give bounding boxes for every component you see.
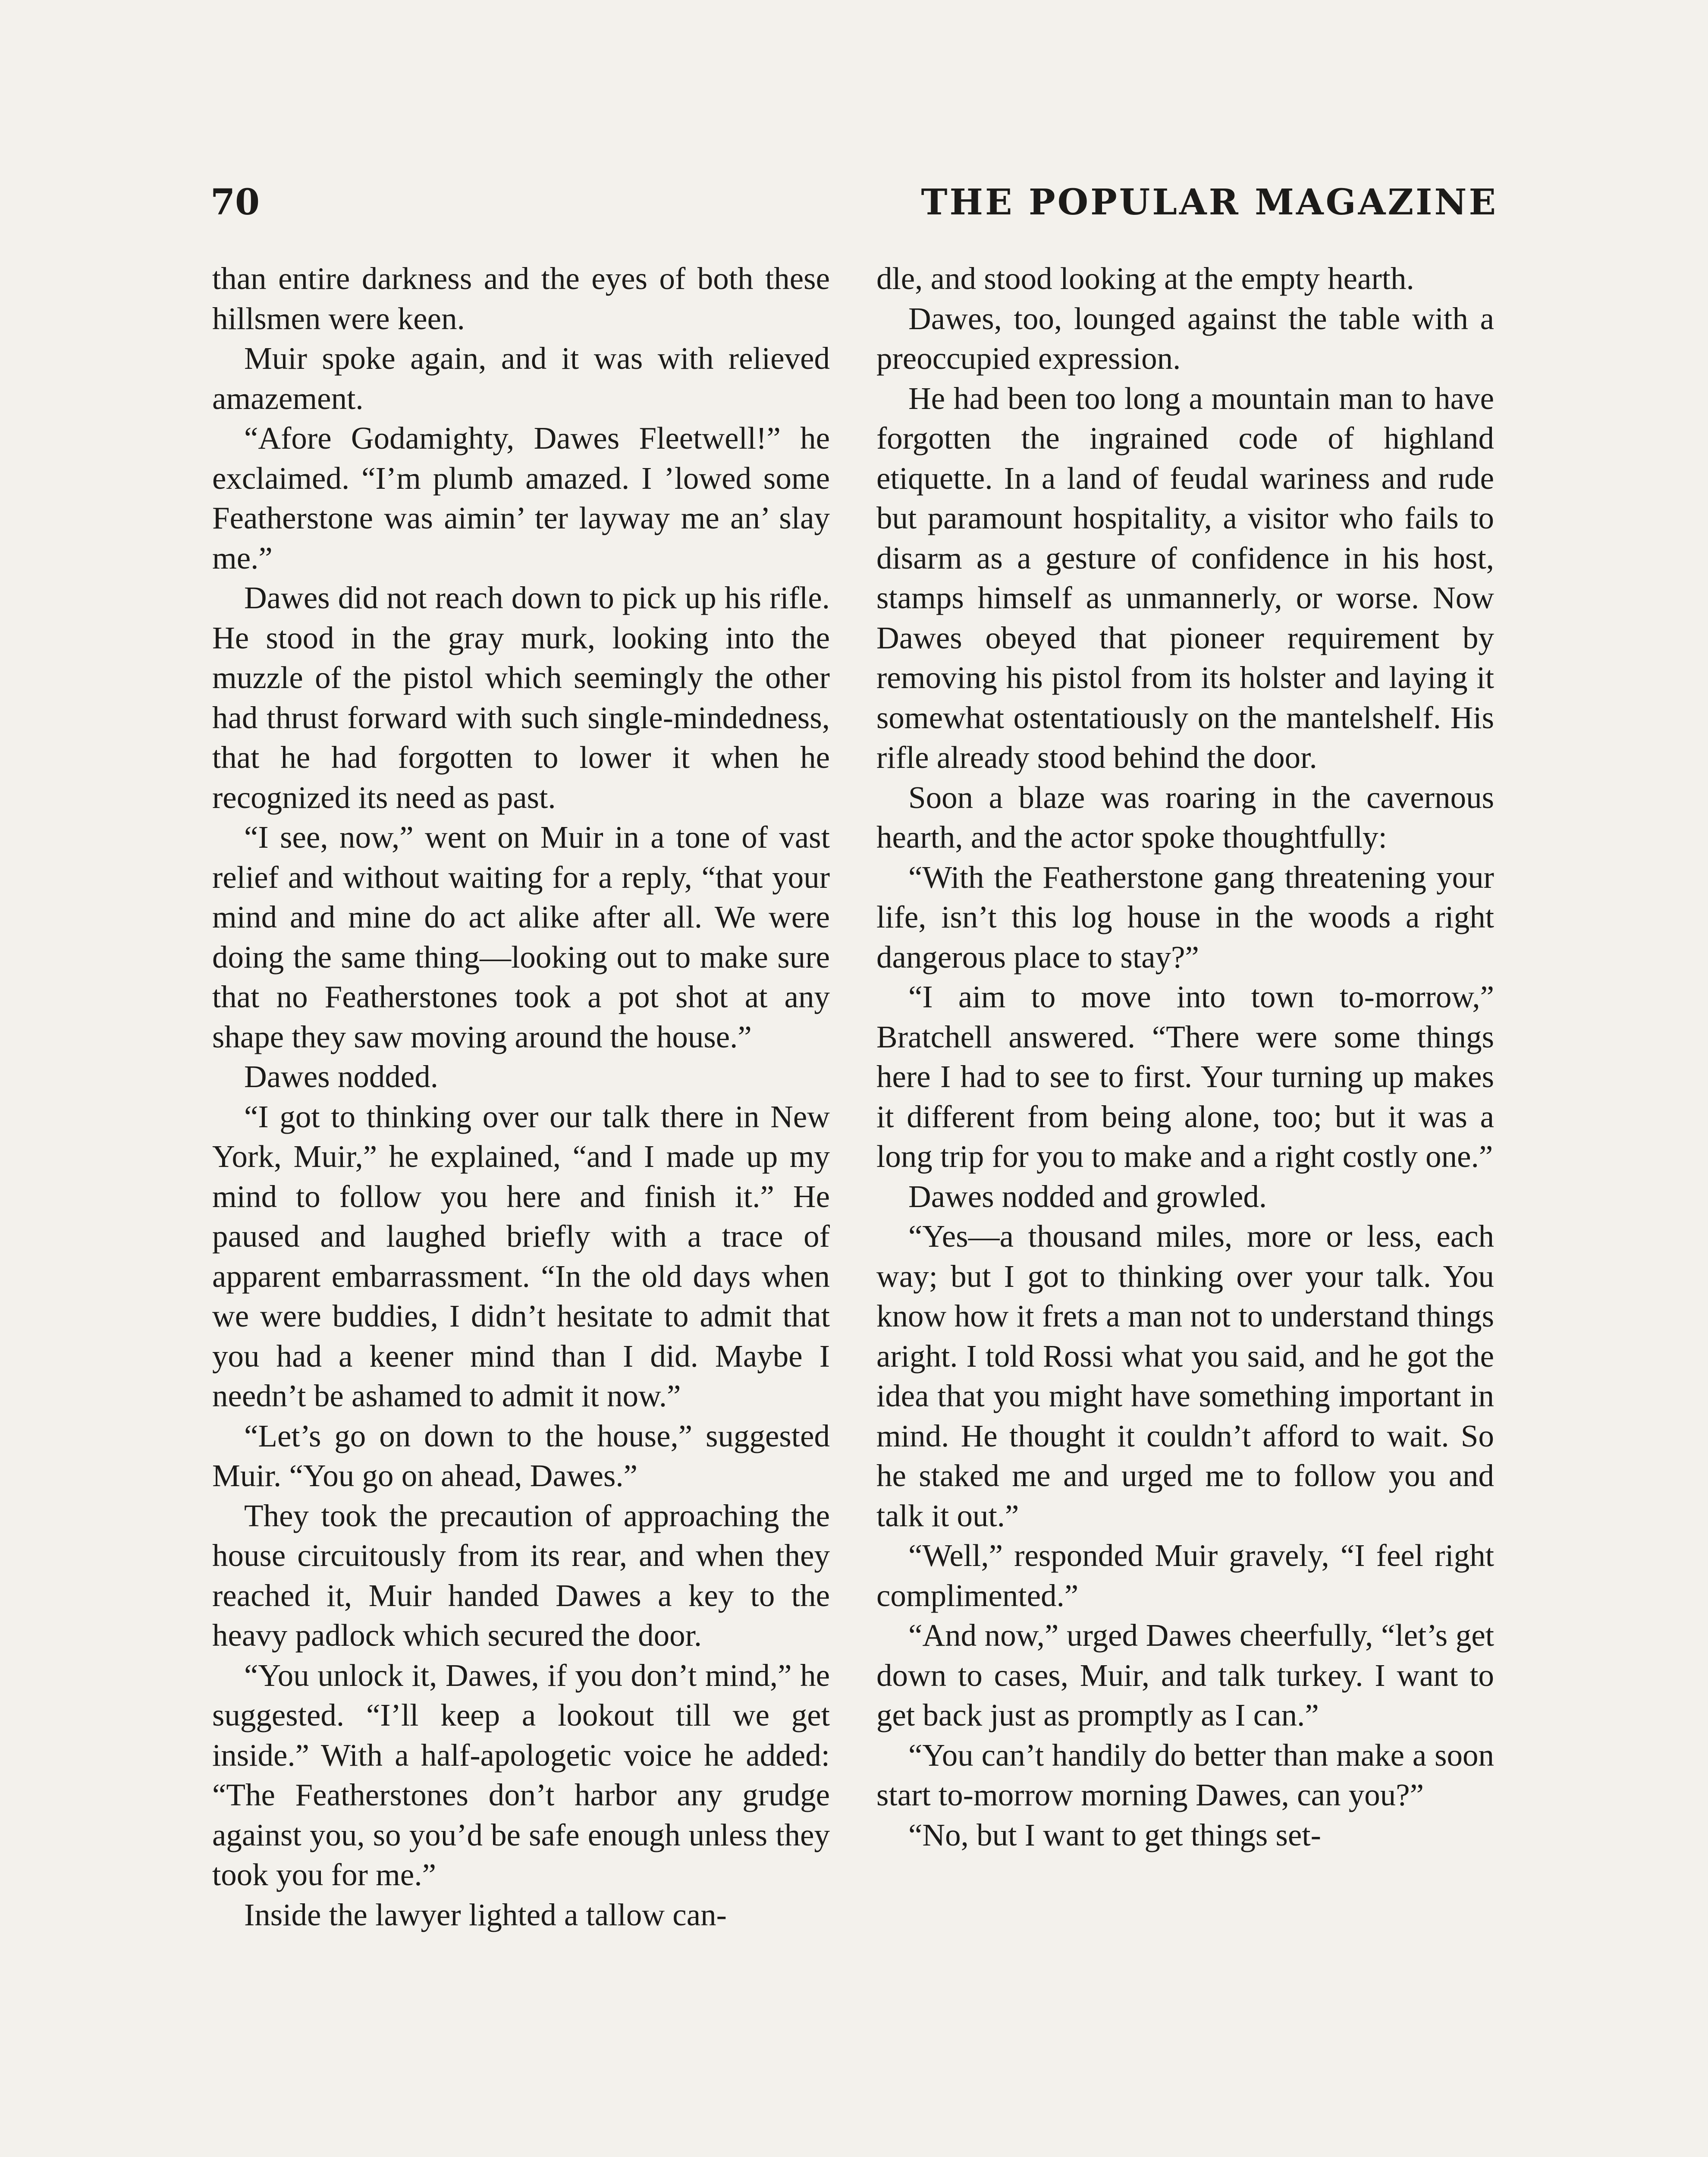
paragraph: Dawes, too, lounged against the table with a preoccupied expression. [876,301,1494,376]
paragraph: Dawes did not reach down to pick up his rifle. He stood in the gray murk, looking into the muzzle of the pistol which seemingly the other had thrust forward with such single-mindedness, that he had forgotten to lower it when he recognized its need as past. [212,580,830,815]
paragraph: He had been too long a mountain man to have forgotten the ingrained code of highland etiquette. In a land of feudal wariness and rude but paramount hospitality, a visitor who fails to disarm as a gesture of confidence in his host, stamps himself as unmannerly, or worse. Now Dawes obeyed that pioneer requirement by removing his pistol from its holster and laying it somewhat ostentatiously on the mantelshelf. His rifle already stood behind the door. [876,380,1494,775]
paragraph: Dawes nodded and growled. [908,1179,1267,1214]
paragraph: “Afore Godamighty, Dawes Fleetwell!” he exclaimed. “I’m plumb amazed. I ’lowed some Featherstone was aimin’ ter layway me an’ slay me.” [212,421,830,575]
paragraph: than entire darkness and the eyes of both these hillsmen were keen. [212,261,830,336]
paragraph: “Let’s go on down to the house,” suggested Muir. “You go on ahead, Dawes.” [212,1418,830,1493]
paragraph: “And now,” urged Dawes cheerfully, “let’s get down to cases, Muir, and talk turkey. I want to get back just as promptly as I can.” [876,1618,1494,1733]
page-number: 70 [210,182,260,223]
running-title: THE POPULAR MAGAZINE [921,182,1498,223]
paragraph: “You can’t handily do better than make a soon start to-morrow morning Dawes, can you?” [876,1737,1494,1812]
paragraph: dle, and stood looking at the empty hearth. [876,261,1414,296]
paragraph: “I see, now,” went on Muir in a tone of vast relief and without waiting for a reply, “that your mind and mine do act alike after all. We were doing the same thing—looking out to make sure that no Featherstones took a pot shot at any shape they saw moving around the house.” [212,820,830,1054]
paragraph: “No, but I want to get things set- [908,1817,1321,1852]
paragraph: “You unlock it, Dawes, if you don’t mind,” he suggested. “I’ll keep a lookout till we get inside.” With a half-apologetic voice he added: “The Featherstones don’t harbor any grudge against you, so you’d be safe enough unless they took you for me.” [212,1657,830,1892]
text-column-right [876,259,1494,1855]
paragraph: Dawes nodded. [244,1059,439,1094]
text-column-left [212,259,830,1935]
paragraph: They took the precaution of approaching the house circuitously from its rear, and when they reached it, Muir handed Dawes a key to the heavy padlock which secured the door. [212,1498,830,1653]
paragraph: “Yes—a thousand miles, more or less, each way; but I got to thinking over your talk. You know how it frets a man not to understand things aright. I told Rossi what you said, and he got the idea that you might have something important in mind. He thought it couldn’t afford to wait. So he staked me and urged me to follow you and talk it out.” [876,1219,1494,1533]
paragraph: Soon a blaze was roaring in the cavernous hearth, and the actor spoke thoughtfully: [876,780,1494,855]
paragraph: “I got to thinking over our talk there in New York, Muir,” he explained, “and I made up my mind to follow you here and finish it.” He paused and laughed briefly with a trace of apparent embarrassment. “In the old days when we were buddies, I didn’t hesitate to admit that you had a keener mind than I did. Maybe I needn’t be ashamed to admit it now.” [212,1099,830,1413]
paragraph: Inside the lawyer lighted a tallow can- [244,1897,727,1932]
paragraph: Muir spoke again, and it was with relieved amazement. [212,341,830,416]
paragraph: “I aim to move into town to-morrow,” Bratchell answered. “There were some things here I had to see to first. Your turning up makes it different from being alone, too; but it was a long trip for you to make and a right costly one.” [876,979,1494,1174]
paragraph: “With the Featherstone gang threatening your life, isn’t this log house in the woods a right dangerous place to stay?” [876,859,1494,975]
paragraph: “Well,” responded Muir gravely, “I feel right complimented.” [876,1538,1494,1613]
